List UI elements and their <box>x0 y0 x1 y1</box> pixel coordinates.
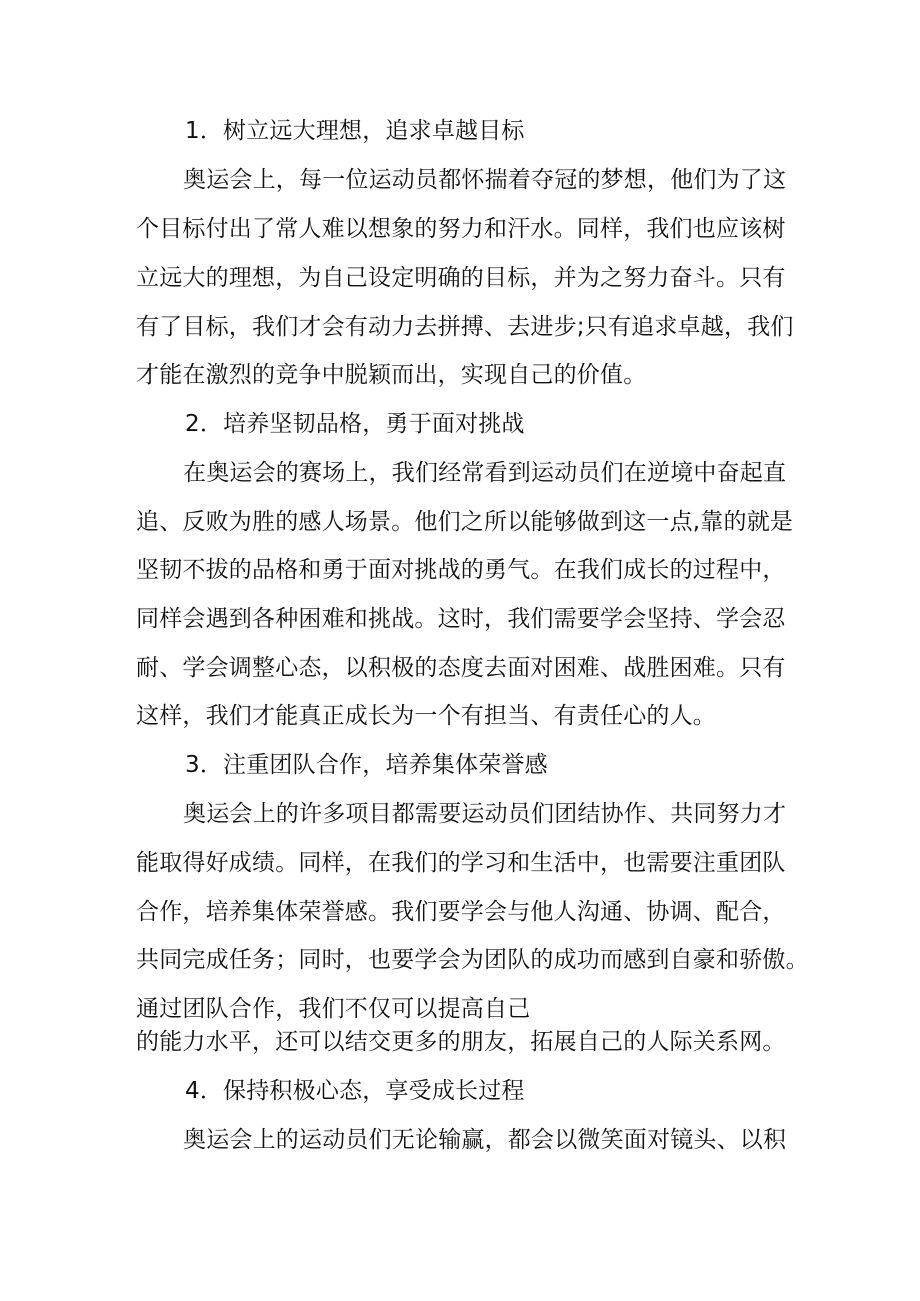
section-3-heading: 3．注重团队合作，培养集体荣誉感 <box>185 752 548 778</box>
section-2-line-5: 耐、学会调整心态，以积极的态度去面对困难、战胜困难。只有 <box>136 655 786 681</box>
section-1-line-5: 才能在激烈的竞争中脱颖而出，实现自己的价值。 <box>136 362 647 388</box>
section-2-line-1: 在奥运会的赛场上，我们经常看到运动员们在逆境中奋起直 <box>183 460 787 486</box>
section-1-heading: 1．树立远大理想，追求卓越目标 <box>185 118 525 144</box>
section-3-line-2: 能取得好成绩。同样，在我们的学习和生活中，也需要注重团队 <box>136 850 786 876</box>
section-3-line-6: 的能力水平，还可以结交更多的朋友，拓展自己的人际关系网。 <box>136 1029 786 1055</box>
section-1-line-1: 奥运会上，每一位运动员都怀揣着夺冠的梦想，他们为了这 <box>183 167 787 193</box>
section-1-line-3: 立远大的理想，为自己设定明确的目标，并为之努力奋斗。只有 <box>136 265 786 291</box>
section-4-heading: 4．保持积极心态，享受成长过程 <box>185 1078 525 1104</box>
section-2-line-2: 追、反败为胜的感人场景。他们之所以能够做到这一点,靠的就是 <box>136 509 794 535</box>
section-3-line-3: 合作，培养集体荣誉感。我们要学会与他人沟通、协调、配合， <box>136 899 786 925</box>
section-3-line-1: 奥运会上的许多项目都需要运动员们团结协作、共同努力才 <box>183 801 787 827</box>
section-4-line-1: 奥运会上的运动员们无论输赢，都会以微笑面对镜头、以积 <box>183 1127 787 1153</box>
section-2-line-3: 坚韧不拔的品格和勇于面对挑战的勇气。在我们成长的过程中， <box>136 557 786 583</box>
section-1-line-4: 有了目标，我们才会有动力去拼搏、去进步;只有追求卓越，我们 <box>136 314 794 340</box>
section-2-heading: 2．培养坚韧品格，勇于面对挑战 <box>185 411 525 437</box>
section-3-line-5: 通过团队合作，我们不仅可以提高自己 <box>136 996 531 1022</box>
section-3-line-4: 共同完成任务；同时，也要学会为团队的成功而感到自豪和骄傲。 <box>136 947 809 973</box>
section-1-line-2: 个目标付出了常人难以想象的努力和汗水。同样，我们也应该树 <box>136 216 786 242</box>
section-2-line-6: 这样，我们才能真正成长为一个有担当、有责任心的人。 <box>136 703 716 729</box>
section-2-line-4: 同样会遇到各种困难和挑战。这时，我们需要学会坚持、学会忍 <box>136 606 786 632</box>
